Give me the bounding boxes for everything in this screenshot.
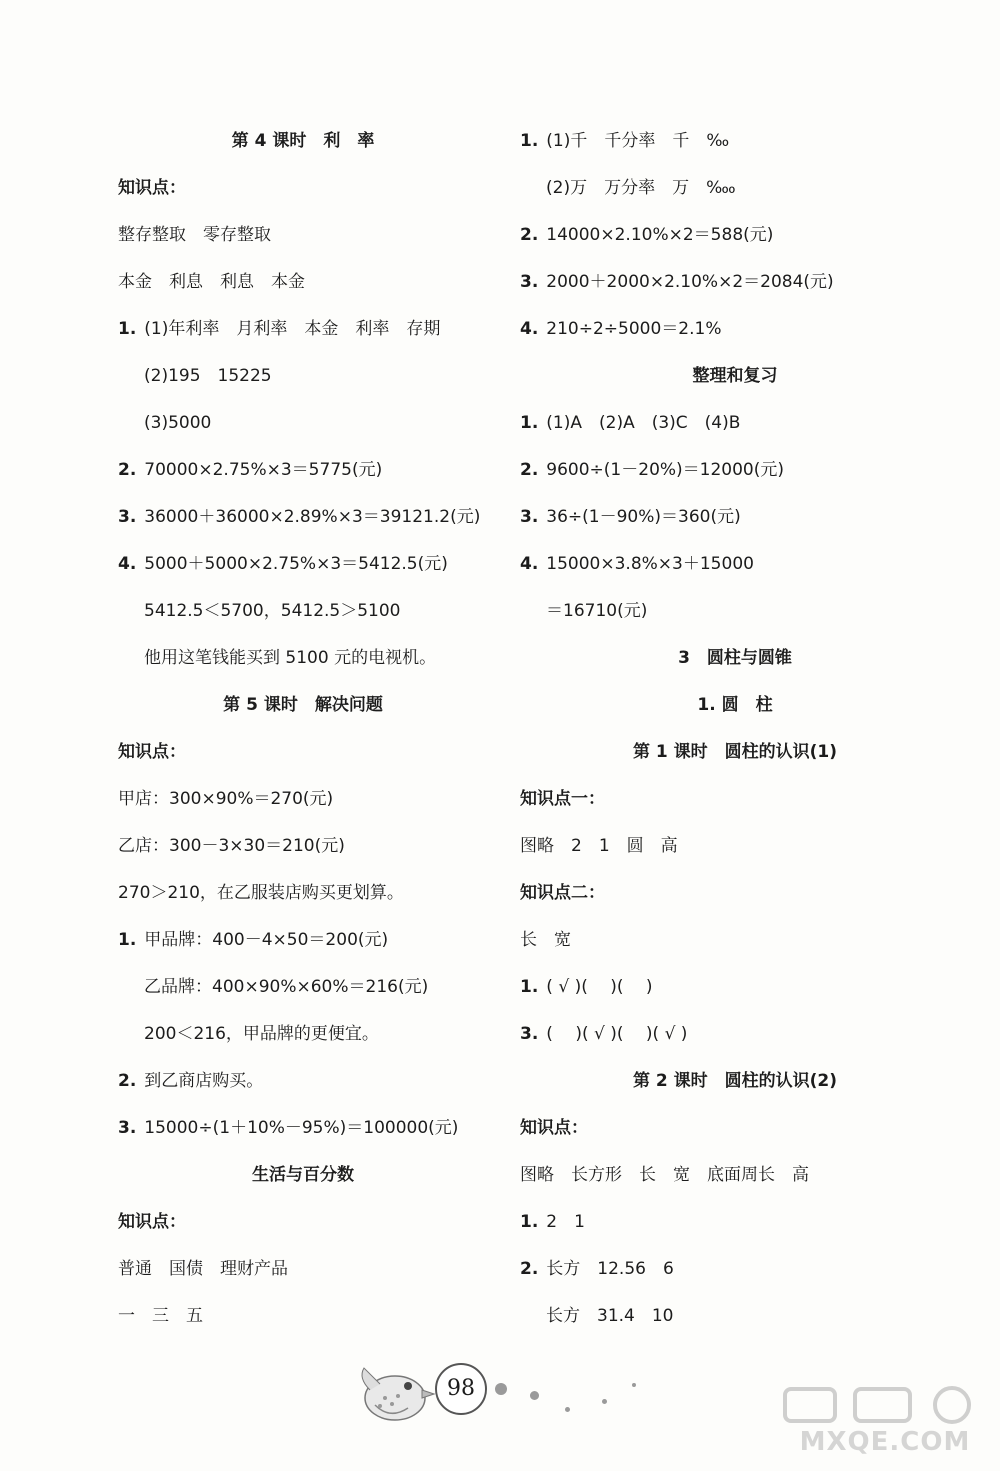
line-text: 整存整取 零存整取 <box>118 225 271 245</box>
answer-item <box>520 400 950 447</box>
line-text: 图略 2 1 圆 高 <box>520 836 678 856</box>
answer-item <box>520 1246 950 1293</box>
line-text: 2000＋2000×2.10%×2＝2084(元) <box>546 272 834 292</box>
line-text: 15000×3.8%×3＋15000 <box>546 554 754 574</box>
item-number: 3. <box>520 1024 539 1044</box>
answer-item <box>118 447 488 494</box>
answer-line <box>520 165 950 212</box>
answer-line <box>520 1293 950 1340</box>
line-text: 甲店：300×90%＝270(元) <box>118 789 334 809</box>
line-text: 5000＋5000×2.75%×3＝5412.5(元) <box>144 554 448 574</box>
line-text: 知识点： <box>118 178 186 198</box>
answer-item <box>520 1011 950 1058</box>
item-number: 1. <box>520 413 539 433</box>
answer-line <box>118 353 488 400</box>
line-text: ( )( √ )( )( √ ) <box>546 1024 688 1044</box>
answer-item <box>118 306 488 353</box>
answer-line <box>520 823 950 870</box>
line-text: 普通 国债 理财产品 <box>118 1259 288 1279</box>
line-text: 9600÷(1－20%)＝12000(元) <box>546 460 785 480</box>
decorative-dot <box>602 1399 607 1404</box>
line-text: 210÷2÷5000＝2.1% <box>546 319 722 339</box>
line-text: 乙品牌：400×90%×60%＝216(元) <box>144 977 429 997</box>
answer-line <box>118 1011 488 1058</box>
line-text: 270＞210，在乙服装店购买更划算。 <box>118 883 404 903</box>
line-text: (2)万 万分率 万 ‱ <box>546 178 736 198</box>
line-text: 第 1 课时 圆柱的认识(1) <box>632 742 838 762</box>
item-number: 4. <box>520 554 539 574</box>
decorative-dot <box>565 1407 570 1412</box>
answer-item <box>520 306 950 353</box>
section-heading <box>520 682 950 729</box>
decorative-dot <box>530 1391 539 1400</box>
answer-line <box>118 400 488 447</box>
line-text: 甲品牌：400－4×50＝200(元) <box>144 930 389 950</box>
item-number: 1. <box>520 977 539 997</box>
line-text: 知识点： <box>118 1212 186 1232</box>
answer-line <box>520 917 950 964</box>
line-text: 一 三 五 <box>118 1306 203 1326</box>
item-number: 2. <box>520 1259 539 1279</box>
section-heading <box>520 1058 950 1105</box>
knowledge-point-label <box>520 1105 950 1152</box>
line-text: 知识点： <box>118 742 186 762</box>
knowledge-point-label <box>118 1199 488 1246</box>
watermark-text: MXQE.COM <box>799 1427 971 1457</box>
line-text: 36000＋36000×2.89%×3＝39121.2(元) <box>144 507 481 527</box>
item-number: 3. <box>520 507 539 527</box>
answer-item <box>118 917 488 964</box>
answer-item <box>118 494 488 541</box>
knowledge-point-label <box>118 165 488 212</box>
answer-item <box>520 118 950 165</box>
line-text: (3)5000 <box>144 413 212 433</box>
answer-line <box>520 588 950 635</box>
item-number: 1. <box>118 930 137 950</box>
section-heading <box>118 1152 488 1199</box>
answer-line <box>118 259 488 306</box>
item-number: 2. <box>118 460 137 480</box>
answer-line <box>118 776 488 823</box>
line-text: 知识点二： <box>520 883 605 903</box>
item-number: 2. <box>520 225 539 245</box>
item-number: 1. <box>118 319 137 339</box>
line-text: (1)千 千分率 千 ‰ <box>546 131 730 151</box>
answer-line <box>520 1152 950 1199</box>
answer-item <box>118 541 488 588</box>
line-text: (2)195 15225 <box>144 366 272 386</box>
answer-item <box>520 447 950 494</box>
line-text: (1)年利率 月利率 本金 利率 存期 <box>144 319 441 339</box>
line-text: 3 圆柱与圆锥 <box>678 648 792 668</box>
answer-item <box>520 494 950 541</box>
answer-line <box>118 870 488 917</box>
line-text: ( √ )( )( ) <box>546 977 653 997</box>
line-text: 长方 12.56 6 <box>546 1259 674 1279</box>
line-text: 2 1 <box>546 1212 585 1232</box>
section-heading <box>520 353 950 400</box>
line-text: 本金 利息 利息 本金 <box>118 272 305 292</box>
line-text: 15000÷(1＋10%－95%)＝100000(元) <box>144 1118 459 1138</box>
line-text: 他用这笔钱能买到 5100 元的电视机。 <box>144 648 437 668</box>
line-text: 到乙商店购买。 <box>144 1071 264 1091</box>
decorative-dot <box>632 1383 636 1387</box>
answer-item <box>520 212 950 259</box>
line-text: 第 2 课时 圆柱的认识(2) <box>632 1071 838 1091</box>
answer-line <box>118 823 488 870</box>
item-number: 1. <box>520 131 539 151</box>
page-footer <box>340 1355 660 1435</box>
page-number: 98 <box>435 1363 487 1415</box>
line-text: 14000×2.10%×2＝588(元) <box>546 225 774 245</box>
line-text: 200＜216，甲品牌的更便宜。 <box>144 1024 379 1044</box>
line-text: 知识点一： <box>520 789 605 809</box>
item-number: 2. <box>118 1071 137 1091</box>
answer-line <box>118 1246 488 1293</box>
item-number: 4. <box>118 554 137 574</box>
right-column <box>520 118 950 1340</box>
answer-item <box>520 1199 950 1246</box>
item-number: 3. <box>520 272 539 292</box>
watermark-logo-icon <box>780 1385 990 1425</box>
line-text: 第 4 课时 利 率 <box>231 131 375 151</box>
line-text: 70000×2.75%×3＝5775(元) <box>144 460 383 480</box>
answer-line <box>118 964 488 1011</box>
line-text: (1)A (2)A (3)C (4)B <box>546 413 741 433</box>
item-number: 3. <box>118 1118 137 1138</box>
line-text: 1. 圆 柱 <box>697 695 773 715</box>
line-text: 第 5 课时 解决问题 <box>223 695 383 715</box>
section-heading <box>520 635 950 682</box>
line-text: 知识点： <box>520 1118 588 1138</box>
line-text: 5412.5＜5700，5412.5＞5100 <box>144 601 401 621</box>
answer-item <box>520 259 950 306</box>
line-text: 36÷(1－90%)＝360(元) <box>546 507 741 527</box>
item-number: 4. <box>520 319 539 339</box>
decorative-dot <box>495 1383 507 1395</box>
section-heading <box>118 682 488 729</box>
answer-line <box>118 588 488 635</box>
section-heading <box>520 729 950 776</box>
answer-line <box>118 212 488 259</box>
item-number: 2. <box>520 460 539 480</box>
left-column <box>118 118 488 1340</box>
answer-item <box>520 541 950 588</box>
section-heading <box>118 118 488 165</box>
watermark <box>780 1385 990 1465</box>
item-number: 3. <box>118 507 137 527</box>
answer-line <box>118 635 488 682</box>
item-number: 1. <box>520 1212 539 1232</box>
knowledge-point-label <box>520 776 950 823</box>
answer-item <box>118 1105 488 1152</box>
answer-item <box>118 1058 488 1105</box>
bird-icon <box>350 1360 435 1430</box>
knowledge-point-label <box>118 729 488 776</box>
knowledge-point-label <box>520 870 950 917</box>
line-text: 整理和复习 <box>692 366 778 386</box>
answer-line <box>118 1293 488 1340</box>
line-text: 生活与百分数 <box>252 1165 354 1185</box>
line-text: 图略 长方形 长 宽 底面周长 高 <box>520 1165 809 1185</box>
line-text: 长 宽 <box>520 930 571 950</box>
line-text: ＝16710(元) <box>546 601 648 621</box>
line-text: 长方 31.4 10 <box>546 1306 674 1326</box>
line-text: 乙店：300－3×30＝210(元) <box>118 836 345 856</box>
answer-item <box>520 964 950 1011</box>
